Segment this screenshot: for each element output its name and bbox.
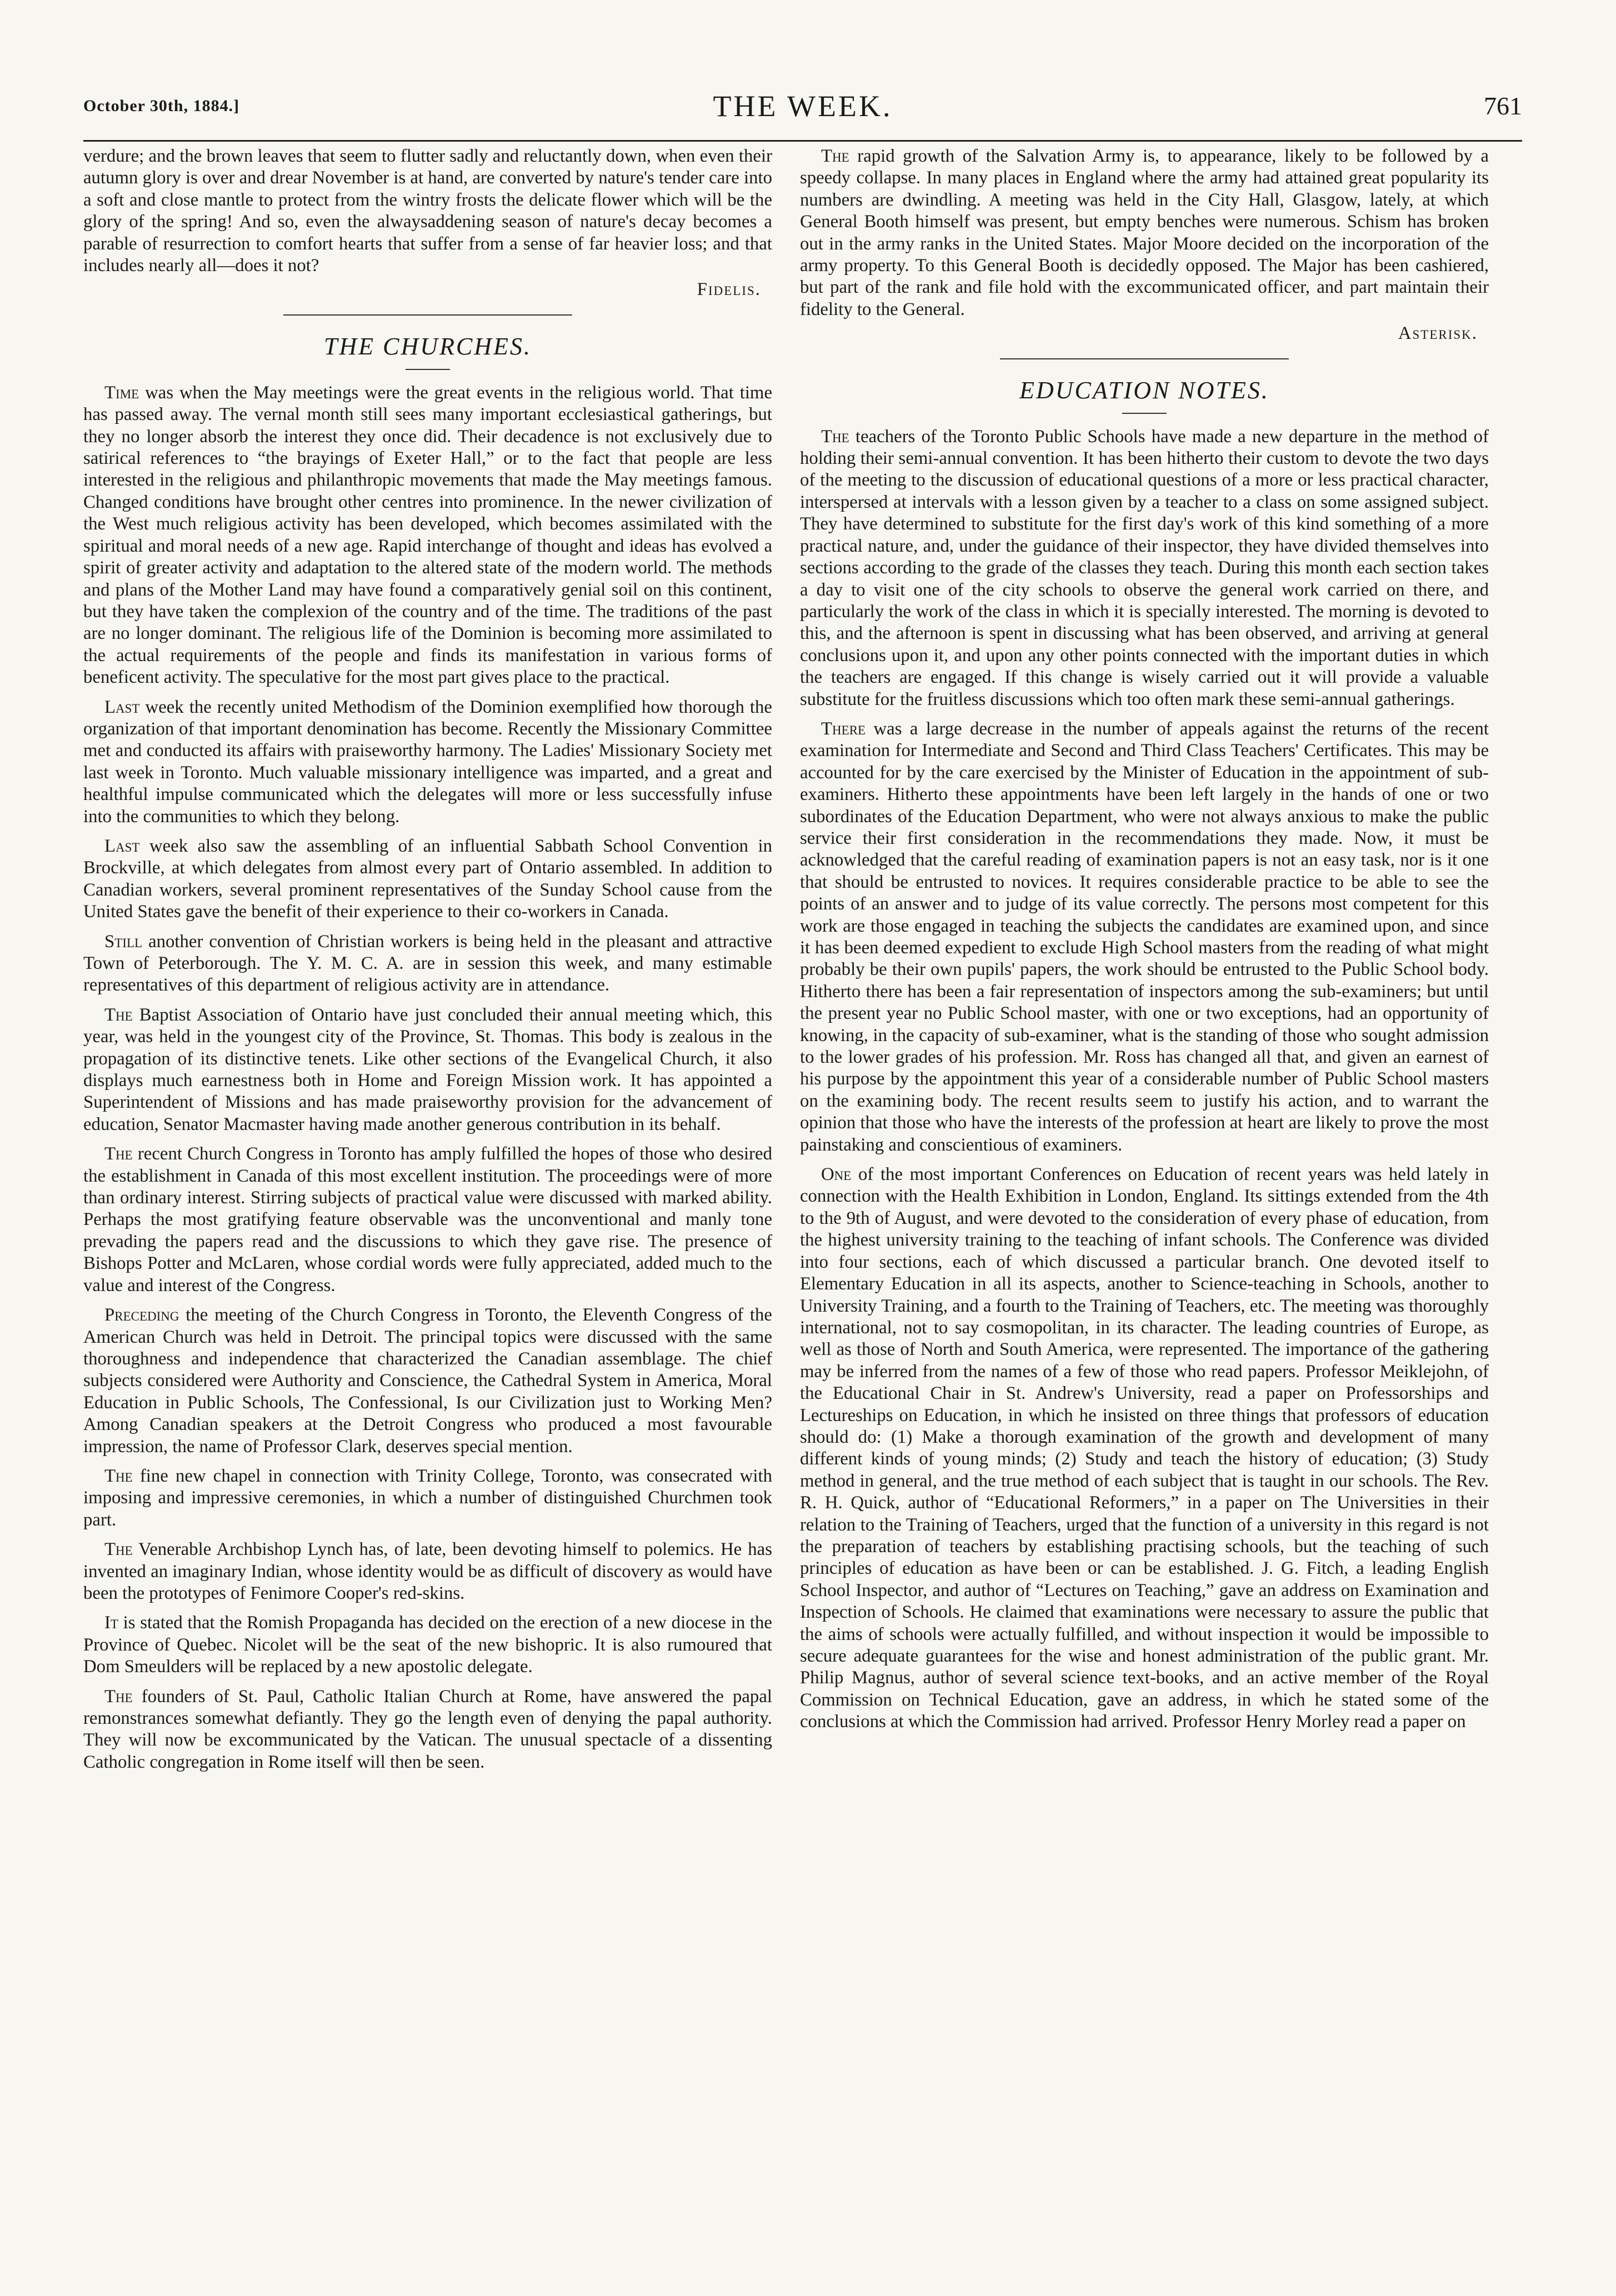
lead-word: Time	[104, 382, 139, 403]
paragraph-body: of the most important Conferences on Education of recent years was held lately in connection with the Health Exhibition in London, England. Its sittings extended from the 4th to the 9th of August, and were devoted to the consideration of every phase of education, from the highest university training to the teaching of infant schools. The Conference was divided into four sections, each of which discussed a particular branch. One devoted itself to Elementary Education in all its aspects, another to Science-teaching in Schools, another to University Training, and a fourth to the Training of Teachers, etc. The meeting was thoroughly international, not to say cosmopolitan, in its character. The leading countries of Europe, as well as those of North and South America, were represented. The importance of the gathering may be inferred from the names of a few of those who read papers. Professor Meiklejohn, of the Educational Chair in St. Andrew's University, read a paper on Professorships and Lectureships on Education, in which he insisted on three things that professors of education should do: (1) Make a thorough examination of the growth and development of many different kinds of young minds; (2) Study and teach the history of education; (3) Study method in general, and the true method of each subject that is taught in our schools. The Rev. R. H. Quick, author of “Educational Reformers,” in a paper on The Universities in their relation to the Training of Teachers, urged that the function of a university in this regard is not the preparation of teachers by establishing practising schools, but the teaching of such principles of education as have been or can be established. J. G. Fitch, a leading English School Inspector, and author of “Lectures on Teaching,” gave an address on Examination and Inspection of Schools. He claimed that examinations were necessary to assure the public that the aims of schools were actually fulfilled, and without inspection it would be impossible to secure adequate guarantees for the wise and honest administration of the public grant. Mr. Philip Magnus, author of several science text-books, and an active member of the Royal Commission on Technical Education, gave an address, in which he stated some of the conclusions at which the Commission had arrived. Professor Henry Morley read a paper on	[800, 1164, 1489, 1732]
lead-word: The	[104, 1465, 133, 1486]
article-paragraph	[83, 931, 772, 997]
lead-word: One	[821, 1164, 852, 1185]
paragraph-body: week the recently united Methodism of the Dominion exemplified how thorough the organization of that important denomination has become. Recently the Missionary Committee met and conducted its affairs with praiseworthy harmony. The Ladies' Missionary Society met last week in Toronto. Much valuable missionary intelligence was imparted, and a great and healthful impulse communicated which the delegates will more or less successfully infuse into the communities to which they belong.	[83, 697, 772, 827]
paragraph-body: teachers of the Toronto Public Schools have made a new departure in the method of holding their semi-annual convention. It has been hitherto their custom to devote the two days of the meeting to the discussion of educational questions of a more or less practical character, interspersed at intervals with a lesson given by a teacher to a class on some assigned subject. They have determined to substitute for the first day's work of this kind something of a more practical nature, and, under the guidance of their inspector, they have divided themselves into sections according to the grade of the classes they teach. During this month each section takes a day to visit one of the city schools to observe the general work carried on there, and particularly the work of the class in which it is specially interested. The morning is devoted to this, and the afternoon is spent in discussing what has been observed, and arriving at general conclusions upon it, and upon any other points connected with the important duties in which the teachers are engaged. If this change is wisely carried out it will provide a valuable substitute for the fruitless discussions which too often mark these semi-annual gatherings.	[800, 426, 1489, 709]
article-paragraph	[800, 1164, 1489, 1733]
article-paragraph	[83, 1539, 772, 1604]
article-paragraph	[83, 382, 772, 689]
lead-word: The	[104, 1004, 133, 1025]
article-paragraph	[800, 146, 1489, 321]
issue-date: October 30th, 1884.]	[83, 97, 240, 115]
paragraph-body: week also saw the assembling of an influential Sabbath School Convention in Brockville, at which delegates from almost every part of Ontario assembled. In addition to Canadian workers, several prominent representatives of the Sunday School cause from the United States gave the benefit of their experience to their co-workers in Canada.	[83, 836, 772, 922]
paragraph-body: Venerable Archbishop Lynch has, of late, been devoting himself to polemics. He has invented an imaginary Indian, whose identity would be as difficult of discovery as would have been the prototypes of Fenimore Cooper's red-skins.	[83, 1539, 772, 1603]
article-paragraph	[83, 1304, 772, 1458]
paragraph-body: the meeting of the Church Congress in Toronto, the Eleventh Congress of the American Church was held in Detroit. The principal topics were discussed with the same thoroughness and independence that characterized the Canadian assemblage. The chief subjects considered were Authority and Conscience, the Cathedral System in America, Moral Education in Public Schools, The Confessional, Is our Civilization just to Working Men? Among Canadian speakers at the Detroit Congress who produced a most favourable impression, the name of Professor Clark, deserves special mention.	[83, 1305, 772, 1457]
lead-word: The	[104, 1539, 133, 1560]
article-paragraph	[83, 1004, 772, 1136]
lead-word: The	[104, 1144, 133, 1164]
section-title-education-notes: EDUCATION NOTES.	[1019, 376, 1269, 404]
paragraph-body: recent Church Congress in Toronto has amply fulfilled the hopes of those who desired the establishment in Canada of this most excellent institution. The proceedings were of more than ordinary interest. Stirring subjects of practical value were discussed with marked ability. Perhaps the most gratifying feature observable was the unconventional and manly tone prevading the papers read and the discussions to which they gave rise. The presence of Bishops Potter and McLaren, whose cordial words were fully appreciated, added much to the value and interest of the Congress.	[83, 1144, 772, 1295]
section-divider	[283, 314, 572, 316]
continued-paragraph: verdure; and the brown leaves that seem to flutter sadly and reluctantly down, when even their autumn glory is over and drear November is at hand, are converted by nature's tender care into a soft and close mantle to protect from the wintry frosts the delicate flower which will be the glory of the spring! And so, even the alwaysaddening season of nature's decay becomes a parable of resurrection to comfort hearts that suffer from a sense of far heavier loss; and that includes nearly all—does it not?	[83, 146, 772, 276]
article-paragraph	[83, 836, 772, 923]
paragraph-body: was when the May meetings were the great events in the religious world. That time has passed away. The vernal month still sees many important ecclesiastical gatherings, but they no longer absorb the interest they once did. Their decadence is not exclusively due to satirical references to “the brayings of Exeter Hall,” or to the fact that people are less interested in the religious and philanthropic movements that made the May meetings famous. Changed conditions have brought other centres into prominence. In the newer civilization of the West much religious activity has been developed, which becomes assimilated with the spiritual and moral needs of a new age. Rapid interchange of thought and ideas has evolved a spirit of greater activity and adaptation to the altered state of the modern world. The methods and plans of the Mother Land may have found a comparatively genial soil on this continent, but they have taken the complexion of the country and of the time. The traditions of the past are no longer dominant. The religious life of the Dominion is becoming more assimilated to the actual requirements of the people and finds its manifestation in various forms of beneficent activity. The speculative for the most part gives place to the practical.	[83, 382, 772, 688]
signature-fidelis: Fidelis.	[697, 279, 761, 300]
paragraph-body: another convention of Christian workers is being held in the pleasant and attractive Town of Peterborough. The Y. M. C. A. are in session this week, and many estimable representatives of this department of religious activity are in attendance.	[83, 931, 772, 996]
lead-word: It	[104, 1613, 118, 1633]
header-rule	[83, 140, 1522, 142]
lead-word: Still	[104, 931, 143, 952]
publication-title: THE WEEK.	[713, 89, 893, 123]
paragraph-body: was a large decrease in the number of appeals against the returns of the recent examination for Intermediate and Second and Third Class Teachers' Certificates. This may be accounted for by the care exercised by the Minister of Education in the appointment of sub-examiners. Hitherto these appointments have been left largely in the hands of one or two subordinates of the Education Department, who were not always anxious to make the public service their first consideration in the recommendations they made. Now, it must be acknowledged that the careful reading of examination papers is not an easy task, nor is it one that should be entrusted to novices. It requires considerable practice to be able to see the points of an answer and to judge of its value correctly. The persons most competent for this work are those engaged in teaching the subjects the candidates are examined upon, and since it has been deemed expedient to exclude High School masters from the reading of what might probably be their own pupils' papers, the work should be entrusted to the Public School body. Hitherto there has been a fair representation of inspectors among the sub-examiners; but until the present year no Public School master, with one or two exceptions, had an opportunity of knowing, in the capacity of sub-examiner, what is the standing of those who sought admission to the lower grades of his profession. Mr. Ross has changed all that, and given an earnest of his purpose by the appointment this year of a considerable number of Public School masters on the examining body. The recent results seem to justify his action, and to warrant the opinion that those who have the interests of the profession at heart are likely to prove the most painstaking and conscientious of examiners.	[800, 718, 1489, 1155]
section-title-churches: THE CHURCHES.	[324, 332, 532, 360]
paragraph-body: founders of St. Paul, Catholic Italian Church at Rome, have answered the papal remonstrances somewhat defiantly. They go the length even of denying the papal authority. They will now be excommunicated by the Vatican. The unusual spectacle of a dissenting Catholic congregation in Rome itself will then be seen.	[83, 1686, 772, 1772]
page-number: 761	[1484, 92, 1522, 120]
article-paragraph	[83, 1465, 772, 1531]
article-paragraph	[83, 1612, 772, 1678]
right-column	[800, 146, 1489, 2268]
paragraph-body: fine new chapel in connection with Trinity College, Toronto, was consecrated with imposing and impressive ceremonies, in which a number of distinguished Churchmen took part.	[83, 1465, 772, 1530]
page-header	[83, 89, 1522, 139]
article-paragraph	[83, 1143, 772, 1297]
article-paragraph	[83, 1686, 772, 1774]
paragraph-body: Baptist Association of Ontario have just concluded their annual meeting which, this year, was held in the youngest city of the Province, St. Thomas. This body is zealous in the propagation of its distinctive tenets. Like other sections of the Evangelical Church, it also displays much earnestness both in Home and Foreign Mission work. It has appointed a Superintendent of Missions and has made praiseworthy provision for the advancement of education, Senator Macmaster having made another generous contribution in its behalf.	[83, 1004, 772, 1134]
lead-word: There	[821, 718, 866, 739]
lead-word: Last	[104, 836, 140, 856]
paragraph-body: rapid growth of the Salvation Army is, to appearance, likely to be followed by a speedy collapse. In many places in England where the army had attained great popularity its numbers are dwindling. A meeting was held in the City Hall, Glasgow, lately, at which General Booth himself was present, but empty benches were numerous. Schism has broken out in the army ranks in the United States. Major Moore decided on the incorporation of the army property. To this General Booth is decidedly opposed. The Major has been cashiered, but part of the rank and file hold with the excommunicated officer, and part maintain their fidelity to the General.	[800, 146, 1489, 319]
left-column	[83, 146, 772, 2268]
lead-word: The	[104, 1686, 133, 1707]
lead-word: Last	[104, 697, 140, 717]
signature-asterisk: Asterisk.	[1398, 323, 1478, 344]
title-rule	[406, 369, 450, 370]
title-rule	[1122, 413, 1167, 414]
article-paragraph	[800, 426, 1489, 711]
lead-word: Preceding	[104, 1305, 179, 1325]
paragraph-body: is stated that the Romish Propaganda has decided on the erection of a new diocese in the Province of Quebec. Nicolet will be the seat of the new bishopric. It is also rumoured that Dom Smeulders will be replaced by a new apostolic delegate.	[83, 1613, 772, 1677]
article-paragraph	[800, 718, 1489, 1156]
section-divider	[1000, 358, 1289, 359]
lead-word: The	[821, 426, 849, 447]
article-paragraph	[83, 697, 772, 828]
lead-word: The	[821, 146, 849, 166]
